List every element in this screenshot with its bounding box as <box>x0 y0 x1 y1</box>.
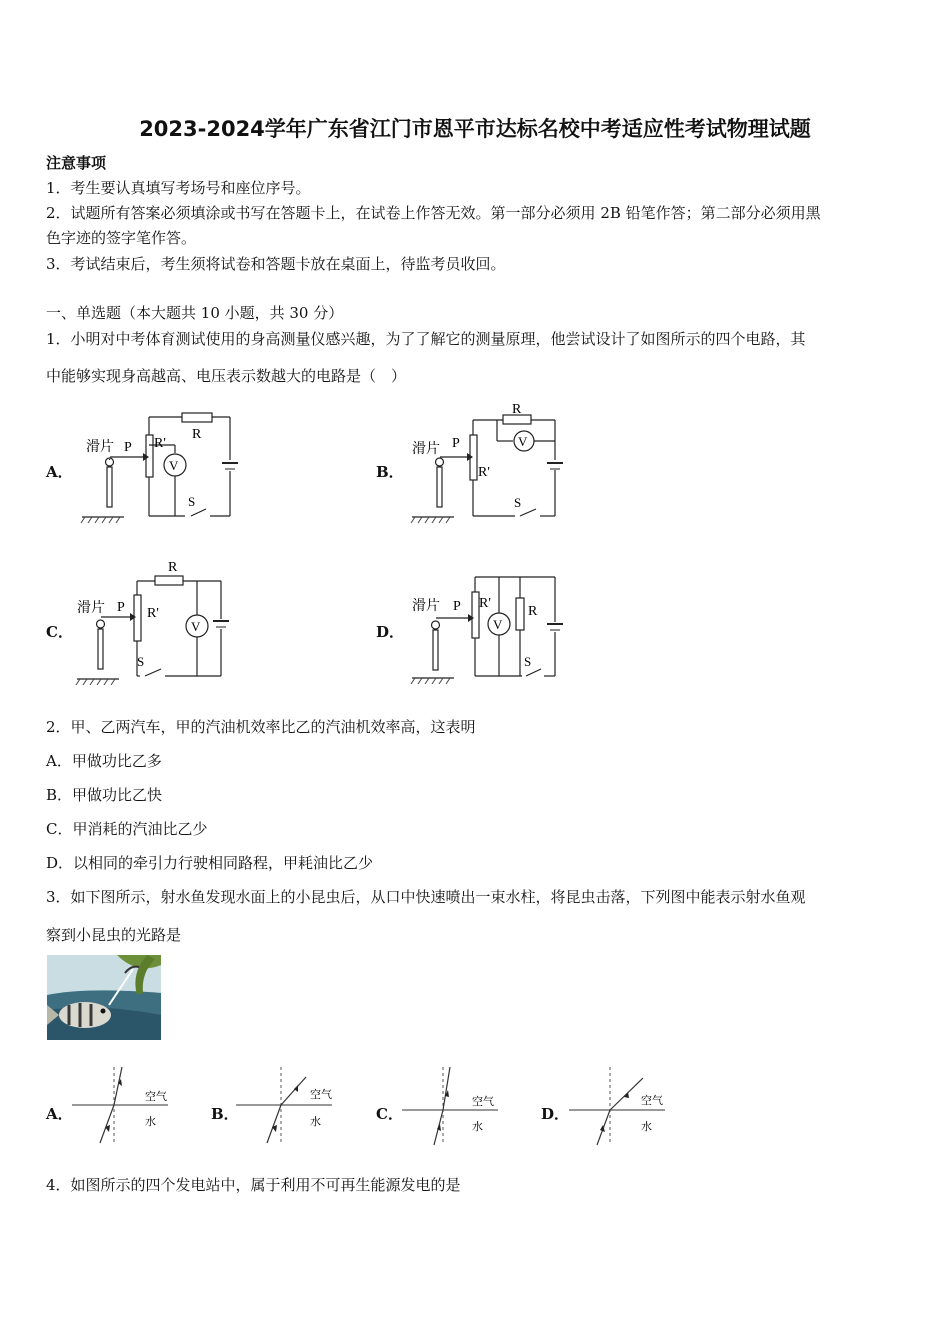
label-r-var: R' <box>479 596 491 611</box>
label-water: 水 <box>310 1115 321 1128</box>
q1-circuit-b <box>410 400 580 525</box>
q1-option-d-label: D． <box>376 623 405 641</box>
q4-stem: 4．如图所示的四个发电站中，属于利用不可再生能源发电的是 <box>46 1176 461 1194</box>
page-title: 2023-2024学年广东省江门市恩平市达标名校中考适应性考试物理试题 <box>139 117 811 141</box>
label-air: 空气 <box>145 1090 167 1103</box>
q3-option-d-label: D． <box>541 1105 570 1123</box>
q2-option-b: B．甲做功比乙快 <box>46 786 163 804</box>
label-r: R <box>168 560 178 575</box>
label-v: V <box>493 617 503 632</box>
label-air: 空气 <box>641 1094 663 1107</box>
q1-stem-line2: 中能够实现身高越高、电压表示数越大的电路是（ ） <box>46 367 407 385</box>
q3-stem-line1: 3．如下图所示，射水鱼发现水面上的小昆虫后，从口中快速喷出一束水柱，将昆虫击落，下列图中能表示射水鱼观 <box>46 888 806 906</box>
label-p: P <box>453 599 461 614</box>
notice-heading: 注意事项 <box>46 154 107 172</box>
q3-option-a-label: A． <box>46 1105 73 1123</box>
q3-diagram-d <box>565 1063 675 1148</box>
q1-option-b-label: B． <box>376 463 404 481</box>
notice-item-2: 2．试题所有答案必须填涂或书写在答题卡上，在试卷上作答无效。第一部分必须用 2B 铅笔作答；第二部分必须用黑 <box>46 204 821 222</box>
q3-diagram-c <box>400 1063 510 1148</box>
section-heading: 一、单选题（本大题共 10 小题，共 30 分） <box>46 304 344 322</box>
label-slider: 滑片 <box>412 441 440 457</box>
q2-option-a: A．甲做功比乙多 <box>46 752 162 770</box>
q3-diagram-a <box>70 1063 180 1148</box>
label-p: P <box>124 440 132 455</box>
notice-item-3: 3．考试结束后，考生须将试卷和答题卡放在桌面上，待监考员收回。 <box>46 255 506 273</box>
label-r: R <box>192 427 202 442</box>
notice-item-2-cont: 色字迹的签字笔作答。 <box>46 229 197 247</box>
label-s: S <box>137 654 145 669</box>
q2-option-c: C．甲消耗的汽油比乙少 <box>46 820 208 838</box>
label-r-var: R' <box>478 465 490 480</box>
q1-option-c-label: C． <box>46 623 73 641</box>
label-s: S <box>514 495 522 510</box>
notice-item-1: 1．考生要认真填写考场号和座位序号。 <box>46 179 311 197</box>
label-r: R <box>512 402 522 417</box>
label-r-var: R' <box>154 436 166 451</box>
label-s: S <box>188 494 196 509</box>
q1-circuit-d <box>410 572 580 684</box>
label-water: 水 <box>145 1115 156 1128</box>
q3-option-b-label: B． <box>211 1105 239 1123</box>
q1-stem-line1: 1．小明对中考体育测试使用的身高测量仪感兴趣，为了了解它的测量原理，他尝试设计了如图所示的四个电路，其 <box>46 330 806 348</box>
q1-circuit-a <box>80 405 250 525</box>
q2-option-d: D．以相同的牵引力行驶相同路程，甲耗油比乙少 <box>46 854 374 872</box>
label-r-var: R' <box>147 606 159 621</box>
q3-stem-line2: 察到小昆虫的光路是 <box>46 926 182 944</box>
label-p: P <box>452 436 460 451</box>
label-slider: 滑片 <box>412 598 440 614</box>
archer-fish-image <box>47 955 161 1040</box>
label-water: 水 <box>641 1120 652 1133</box>
q3-diagram-b <box>234 1063 344 1148</box>
q3-option-c-label: C． <box>376 1105 403 1123</box>
q1-option-a-label: A． <box>46 463 73 481</box>
q2-stem: 2．甲、乙两汽车，甲的汽油机效率比乙的汽油机效率高，这表明 <box>46 718 476 736</box>
label-v: V <box>518 434 528 449</box>
label-p: P <box>117 600 125 615</box>
label-v: V <box>191 619 201 634</box>
label-air: 空气 <box>310 1088 332 1101</box>
q1-circuit-c <box>75 555 245 685</box>
label-air: 空气 <box>472 1095 494 1108</box>
label-slider: 滑片 <box>77 600 105 616</box>
label-s: S <box>524 654 532 669</box>
label-v: V <box>169 458 179 473</box>
label-water: 水 <box>472 1120 483 1133</box>
label-slider: 滑片 <box>86 439 114 455</box>
label-r: R <box>528 604 538 619</box>
